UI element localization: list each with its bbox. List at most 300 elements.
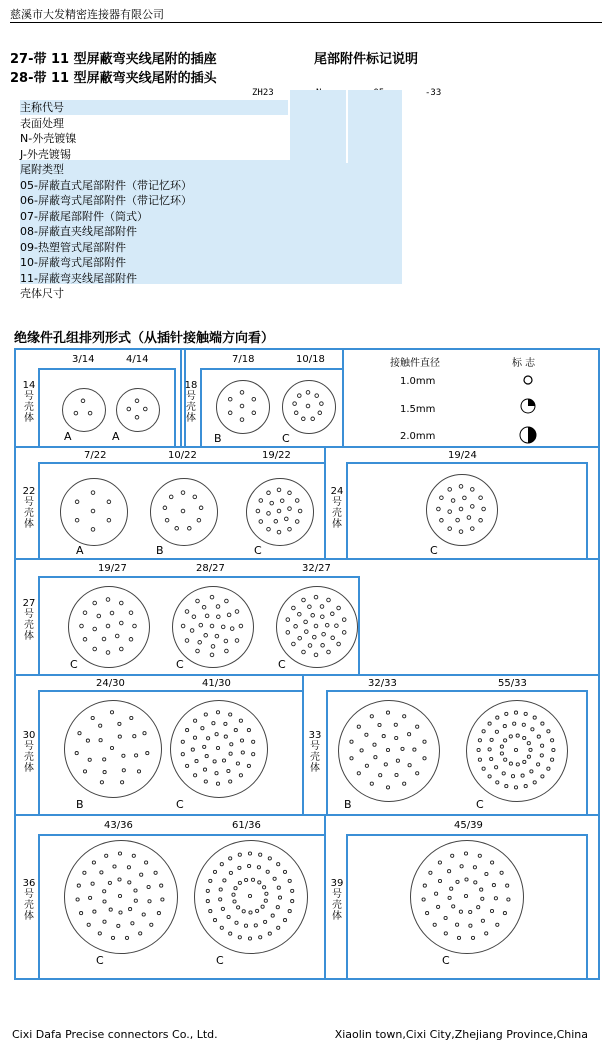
code-item: 05-屏蔽直式尾部附件（带记忆环）: [20, 178, 192, 192]
contact-pin: [477, 748, 480, 751]
contact-pin: [314, 624, 318, 628]
contact-pin: [240, 418, 244, 422]
contact-pin: [448, 527, 452, 531]
contact-pin: [252, 411, 256, 415]
code-part-1: ZH23: [252, 88, 274, 98]
contact-pin: [88, 411, 92, 415]
contact-pin: [311, 417, 315, 421]
layout-letter: C: [282, 432, 290, 445]
contact-pin: [304, 620, 308, 624]
contact-pin: [215, 634, 219, 638]
contact-pin: [212, 722, 215, 725]
contact-pin: [288, 879, 291, 882]
contact-pin: [459, 910, 462, 913]
contact-pin: [238, 853, 241, 856]
layout-letter: B: [76, 798, 84, 811]
contact-pin: [181, 740, 184, 743]
legend-header-right: 标 志: [512, 358, 536, 369]
contact-pin: [249, 911, 252, 914]
shell-label-33: 33号壳体: [308, 730, 322, 774]
contact-pin: [110, 711, 113, 714]
contact-pin: [270, 501, 274, 505]
contact-pin: [196, 649, 200, 653]
contact-pin: [263, 886, 266, 889]
contact-pin: [533, 781, 536, 784]
contact-pin: [395, 773, 398, 776]
contact-pin: [286, 631, 290, 635]
contact-pin: [320, 605, 324, 609]
shell-label-27: 27号壳体: [22, 598, 36, 642]
contact-pin: [251, 878, 254, 881]
contact-pin: [521, 774, 524, 777]
contact-pin: [471, 505, 475, 509]
contact-pin: [181, 753, 184, 756]
contact-pin: [130, 716, 133, 719]
contact-pin: [215, 733, 218, 736]
contact-pin: [83, 611, 87, 615]
contact-pin: [230, 743, 233, 746]
contact-pin: [247, 764, 250, 767]
shell-label-18: 18号壳体: [184, 380, 198, 424]
contact-pin: [194, 774, 197, 777]
contact-pin: [157, 912, 160, 915]
contact-pin: [374, 756, 377, 759]
contact-pin: [117, 924, 120, 927]
contact-pin: [552, 748, 555, 751]
contact-pin: [210, 595, 214, 599]
contact-pin: [288, 507, 292, 511]
contact-pin: [242, 910, 245, 913]
layout-letter: C: [442, 954, 450, 967]
contact-pin: [264, 899, 267, 902]
layout-label: 10/22: [168, 450, 197, 461]
contact-pin: [238, 936, 241, 939]
contact-pin: [314, 653, 318, 657]
contact-pin: [248, 864, 251, 867]
contact-pin: [93, 647, 97, 651]
contact-pin: [551, 739, 554, 742]
contact-pin: [456, 518, 460, 522]
contact-pin: [292, 642, 296, 646]
layout-letter: A: [64, 430, 72, 443]
contact-pin: [221, 907, 224, 910]
contact-pin: [463, 496, 467, 500]
legend-diameter: 1.0mm: [400, 376, 436, 387]
contact-pin: [86, 739, 89, 742]
legend-diameter: 1.5mm: [400, 404, 436, 415]
contact-pin: [83, 770, 86, 773]
layout-letter: C: [216, 954, 224, 967]
contact-pin: [224, 722, 227, 725]
contact-pin: [216, 711, 219, 714]
layout-label: 19/22: [262, 450, 291, 461]
contact-pin: [268, 857, 271, 860]
contact-pin: [473, 866, 476, 869]
contact-pin: [337, 642, 341, 646]
contact-pin: [238, 866, 241, 869]
contact-pin: [514, 711, 517, 714]
contact-pin: [252, 740, 255, 743]
contact-pin: [93, 601, 97, 605]
contact-pin: [495, 766, 498, 769]
company-name: 慈溪市大发精密连接器有限公司: [10, 8, 164, 21]
contact-pin: [327, 650, 331, 654]
contact-pin: [244, 924, 247, 927]
contact-pin: [97, 614, 101, 618]
contact-pin: [204, 634, 208, 638]
code-item: 08-屏蔽直夹线尾部附件: [20, 225, 137, 238]
shell-label-39: 39号壳体: [330, 878, 344, 922]
contact-pin: [87, 923, 90, 926]
contact-pin: [110, 746, 113, 749]
contact-pin: [350, 740, 353, 743]
contact-pin: [267, 527, 271, 531]
contact-pin: [302, 417, 306, 421]
contact-pin: [221, 625, 225, 629]
contact-pin: [342, 618, 346, 622]
contact-pin: [478, 854, 481, 857]
contact-pin: [127, 866, 130, 869]
contact-pin: [311, 614, 315, 618]
contact-pin: [459, 485, 463, 489]
contact-pin: [507, 898, 510, 901]
contact-pin: [122, 769, 125, 772]
contact-pin: [413, 748, 416, 751]
contact-pin: [448, 488, 452, 492]
contact-pin: [261, 905, 264, 908]
contact-pin: [342, 631, 346, 635]
contact-pin: [125, 936, 128, 939]
layout-letter: B: [214, 432, 222, 445]
contact-pin: [143, 732, 146, 735]
contact-pin: [416, 725, 419, 728]
contact-pin: [492, 884, 495, 887]
contact-pin: [193, 495, 197, 499]
contact-pin: [169, 495, 173, 499]
contact-pin: [474, 881, 477, 884]
contact-pin: [482, 730, 485, 733]
contact-pin: [401, 747, 404, 750]
contact-pin: [306, 391, 310, 395]
contact-pin: [235, 921, 238, 924]
contact-pin: [496, 716, 499, 719]
contact-pin: [248, 894, 251, 897]
contact-pin: [283, 919, 286, 922]
contact-pin: [378, 723, 381, 726]
contact-pin: [129, 908, 132, 911]
contact-pin: [482, 767, 485, 770]
code-item: 09-热塑管式尾部附件: [20, 240, 126, 254]
layout-label: 32/33: [368, 678, 397, 689]
layout-letter: A: [76, 544, 84, 557]
contact-pin: [92, 861, 95, 864]
contact-pin: [308, 605, 312, 609]
contact-pin: [350, 757, 353, 760]
contact-pin: [219, 888, 222, 891]
contact-pin: [481, 897, 484, 900]
contact-pin: [140, 873, 143, 876]
section-title: 绝缘件孔组排列形式（从插针接触端方向看）: [14, 331, 275, 346]
contact-pin: [496, 781, 499, 784]
contact-pin: [335, 624, 339, 628]
contact-pin: [103, 920, 106, 923]
code-item: 尾附类型: [20, 163, 64, 176]
contact-pin: [288, 527, 292, 531]
contact-pin: [219, 898, 222, 901]
contact-pin: [225, 649, 229, 653]
contact-pin: [395, 736, 398, 739]
contact-pin: [331, 612, 335, 616]
legend-diameter: 2.0mm: [400, 431, 436, 442]
contact-pin: [235, 610, 239, 614]
contact-pin: [379, 774, 382, 777]
contact-pin: [537, 735, 540, 738]
layout-label: 7/18: [232, 354, 255, 365]
contact-pin: [229, 752, 232, 755]
layout-label: 19/27: [98, 563, 127, 574]
layout-label: 45/39: [454, 820, 483, 831]
contact-pin: [295, 520, 299, 524]
contact-pin: [277, 926, 280, 929]
contact-pin: [195, 760, 198, 763]
contact-pin: [199, 506, 203, 510]
contact-pin: [294, 411, 298, 415]
contact-pin: [227, 915, 230, 918]
shell-label-24: 24号壳体: [330, 486, 344, 530]
contact-pin: [134, 899, 137, 902]
contact-pin: [437, 507, 441, 511]
contact-pin: [495, 730, 498, 733]
contact-pin: [288, 910, 291, 913]
layout-label: 10/18: [296, 354, 325, 365]
contact-pin: [403, 782, 406, 785]
contact-pin: [464, 852, 467, 855]
contact-pin: [207, 737, 210, 740]
contact-pin: [265, 892, 268, 895]
contact-pin: [423, 740, 426, 743]
contact-pin: [291, 889, 294, 892]
contact-pin: [491, 861, 494, 864]
contact-pin: [331, 636, 335, 640]
contact-pin: [210, 653, 214, 657]
shell-label-30: 30号壳体: [22, 730, 36, 774]
contact-pin: [160, 884, 163, 887]
contact-pin: [527, 742, 530, 745]
contact-pin: [103, 900, 106, 903]
contact-pin: [426, 912, 429, 915]
contact-pin: [295, 499, 299, 503]
contact-pin: [220, 863, 223, 866]
contact-pin: [451, 499, 455, 503]
contact-pin: [459, 530, 463, 534]
contact-pin: [118, 878, 121, 881]
layout-letter: B: [156, 544, 164, 557]
contact-pin: [216, 782, 219, 785]
contact-pin: [314, 595, 318, 599]
contact-pin: [107, 500, 111, 504]
contact-pin: [396, 759, 399, 762]
layout-letter: C: [254, 544, 262, 557]
contact-pin: [302, 650, 306, 654]
contact-pin: [205, 755, 208, 758]
contact-pin: [240, 391, 244, 395]
contact-pin: [541, 744, 544, 747]
contact-pin: [523, 736, 526, 739]
shell-label-14: 14号壳体: [22, 380, 36, 424]
contact-pin: [488, 748, 491, 751]
contact-pin: [145, 861, 148, 864]
contact-pin: [541, 775, 544, 778]
contact-pin: [433, 923, 436, 926]
contact-pin: [106, 651, 110, 655]
contact-pin: [264, 920, 267, 923]
contact-pin: [386, 786, 389, 789]
contact-pin: [252, 753, 255, 756]
contact-pin: [202, 605, 206, 609]
contact-pin: [456, 923, 459, 926]
contact-pin: [360, 749, 363, 752]
contact-pin: [105, 854, 108, 857]
contact-pin: [120, 621, 124, 625]
contact-pin: [107, 518, 111, 522]
contact-pin: [80, 624, 84, 628]
contact-pin: [204, 713, 207, 716]
layout-letter: C: [476, 798, 484, 811]
contact-pin: [537, 763, 540, 766]
contact-pin: [109, 908, 112, 911]
layout-label: 4/14: [126, 354, 149, 365]
contact-pin: [132, 854, 135, 857]
contact-pin: [238, 881, 241, 884]
contact-pin: [337, 606, 341, 610]
contact-pin: [547, 730, 550, 733]
contact-pin: [118, 852, 121, 855]
contact-pin: [115, 634, 119, 638]
contact-pin: [318, 411, 322, 415]
contact-pin: [294, 625, 298, 629]
contact-pin: [541, 722, 544, 725]
contact-pin: [325, 623, 329, 627]
contact-pin: [188, 527, 192, 531]
contact-pin: [490, 757, 493, 760]
contact-pin: [203, 745, 206, 748]
contact-pin: [516, 734, 519, 737]
layout-label: 7/22: [84, 450, 107, 461]
contact-pin: [292, 606, 296, 610]
contact-pin: [213, 760, 216, 763]
contact-pin: [479, 496, 483, 500]
contact-pin: [139, 932, 142, 935]
contact-pin: [277, 488, 281, 492]
contact-pin: [225, 599, 229, 603]
title-right: 尾部附件标记说明: [314, 52, 419, 67]
code-item: 壳体尺寸: [20, 287, 64, 300]
contact-pin: [533, 716, 536, 719]
contact-pin: [478, 758, 481, 761]
contact-pin: [75, 500, 79, 504]
contact-pin: [175, 527, 179, 531]
contact-pin: [365, 764, 368, 767]
contact-pin: [144, 407, 148, 411]
contact-pin: [142, 913, 145, 916]
contact-pin: [233, 900, 236, 903]
contact-pin: [163, 506, 167, 510]
layout-letter: C: [278, 658, 286, 671]
contact-pin: [77, 884, 80, 887]
contact-pin: [227, 769, 230, 772]
contact-pin: [373, 743, 376, 746]
contact-pin: [230, 627, 234, 631]
contact-pin: [254, 924, 257, 927]
contact-pin: [481, 919, 484, 922]
layout-label: 32/27: [302, 563, 331, 574]
highlight-tail-code: [348, 90, 402, 165]
code-item: 07-屏蔽尾部附件（筒式）: [20, 209, 148, 223]
contact-pin: [128, 881, 131, 884]
contact-pin: [111, 936, 114, 939]
contact-pin: [365, 733, 368, 736]
contact-pin: [259, 936, 262, 939]
contact-pin: [450, 887, 453, 890]
contact-pin: [440, 519, 444, 523]
contact-pin: [540, 754, 543, 757]
contact-pin: [191, 748, 194, 751]
layout-label: 24/30: [96, 678, 125, 689]
contact-pin: [423, 884, 426, 887]
contact-pin: [181, 491, 185, 495]
title-line-2: 28-带 11 型屏蔽弯夹线尾附的插头: [10, 71, 217, 86]
layout-letter: C: [96, 954, 104, 967]
contact-pin: [480, 888, 483, 891]
layout-letter: B: [344, 798, 352, 811]
contact-pin: [448, 510, 452, 514]
contact-pin: [135, 416, 139, 420]
contact-pin: [500, 745, 503, 748]
contact-pin: [224, 639, 228, 643]
contact-pin: [135, 399, 139, 403]
contact-pin: [503, 725, 506, 728]
contact-pin: [80, 912, 83, 915]
contact-pin: [205, 614, 209, 618]
contact-pin: [103, 890, 106, 893]
contact-pin: [513, 722, 516, 725]
contact-pin: [382, 735, 385, 738]
contact-pin: [305, 630, 309, 634]
contact-pin: [482, 507, 486, 511]
contact-pin: [93, 627, 97, 631]
contact-pin: [120, 601, 124, 605]
contact-pin: [490, 909, 493, 912]
contact-pin: [278, 896, 281, 899]
contact-pin: [206, 889, 209, 892]
contact-pin: [229, 780, 232, 783]
contact-pin: [308, 644, 312, 648]
contact-pin: [148, 900, 151, 903]
contact-pin: [100, 871, 103, 874]
contact-pin: [147, 885, 150, 888]
contact-pin: [106, 624, 110, 628]
contact-pin: [506, 884, 509, 887]
contact-pin: [448, 896, 451, 899]
contact-pin: [108, 881, 111, 884]
contact-pin: [259, 520, 263, 524]
contact-pin: [236, 762, 239, 765]
contact-pin: [488, 722, 491, 725]
layout-letter: C: [70, 658, 78, 671]
contact-pin: [322, 632, 326, 636]
contact-pin: [103, 758, 106, 761]
contact-pin: [150, 923, 153, 926]
